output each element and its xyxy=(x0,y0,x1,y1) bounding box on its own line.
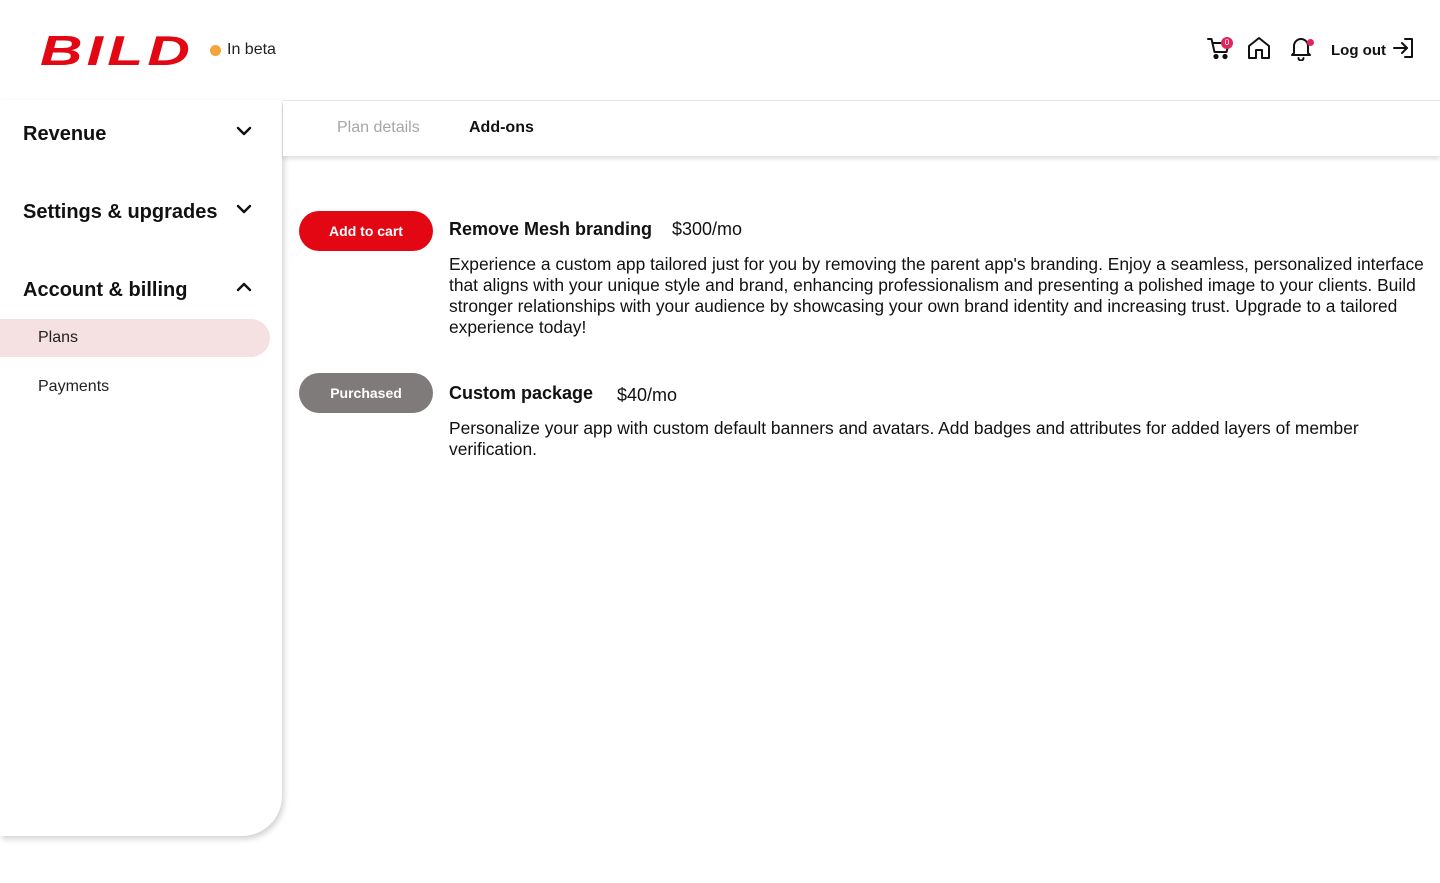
header-actions xyxy=(1203,34,1414,66)
purchased-button[interactable]: Purchased xyxy=(299,373,433,413)
logout-button[interactable] xyxy=(1331,37,1414,63)
add-to-cart-button[interactable]: Add to cart xyxy=(299,211,433,251)
tab-add-ons[interactable]: Add-ons xyxy=(469,119,534,136)
tab-plan-details[interactable]: Plan details xyxy=(337,119,420,136)
logout-icon xyxy=(1392,37,1414,63)
tab-bar xyxy=(283,100,1440,156)
addon-title: Remove Mesh branding xyxy=(449,219,653,239)
sidebar-item-label: Plans xyxy=(38,329,79,346)
addon-description: Experience a custom app tailored just for you by removing the parent app's branding. Enjoy a seamless, personalized interface that aligns with your unique style and brand, enhancing professionalism and presenting a polished image to your clients. Build stronger relationships with your audience by showcasing your own brand identity and increasing trust. Upgrade to a tailored experience today! xyxy=(449,254,1424,337)
svg-text:BILD: BILD xyxy=(40,30,194,70)
sidebar-section-account-billing[interactable] xyxy=(23,273,253,307)
home-button[interactable] xyxy=(1243,34,1275,66)
sidebar-item-label: Payments xyxy=(38,378,110,395)
addon-title: Custom package xyxy=(449,383,594,403)
sidebar-section-label: Account & billing xyxy=(23,278,188,301)
bild-logo[interactable] xyxy=(38,30,198,70)
chevron-up-icon xyxy=(235,278,253,302)
chevron-down-icon xyxy=(235,200,253,224)
sidebar xyxy=(0,100,282,836)
notifications-button[interactable] xyxy=(1285,34,1317,66)
beta-status-dot xyxy=(210,45,221,56)
cart-count-badge: 0 xyxy=(1221,37,1233,49)
cart-button[interactable] xyxy=(1203,34,1235,66)
sidebar-item-payments[interactable] xyxy=(0,368,270,406)
beta-indicator xyxy=(210,40,276,60)
home-icon xyxy=(1246,35,1272,66)
top-header xyxy=(0,0,1440,100)
addon-description: Personalize your app with custom default banners and avatars. Add badges and attributes for added layers of member verification. xyxy=(449,418,1359,459)
logout-label: Log out xyxy=(1331,41,1386,59)
notification-dot xyxy=(1307,39,1314,46)
sidebar-section-revenue[interactable] xyxy=(23,117,253,151)
beta-label: In beta xyxy=(227,41,276,58)
addon-price: $40/mo xyxy=(617,385,678,405)
sidebar-item-plans[interactable] xyxy=(0,319,270,357)
sidebar-section-settings-upgrades[interactable] xyxy=(23,195,253,229)
chevron-down-icon xyxy=(235,122,253,146)
addon-price: $300/mo xyxy=(672,219,743,239)
sidebar-section-label: Revenue xyxy=(23,122,107,145)
sidebar-section-label: Settings & upgrades xyxy=(23,200,218,223)
